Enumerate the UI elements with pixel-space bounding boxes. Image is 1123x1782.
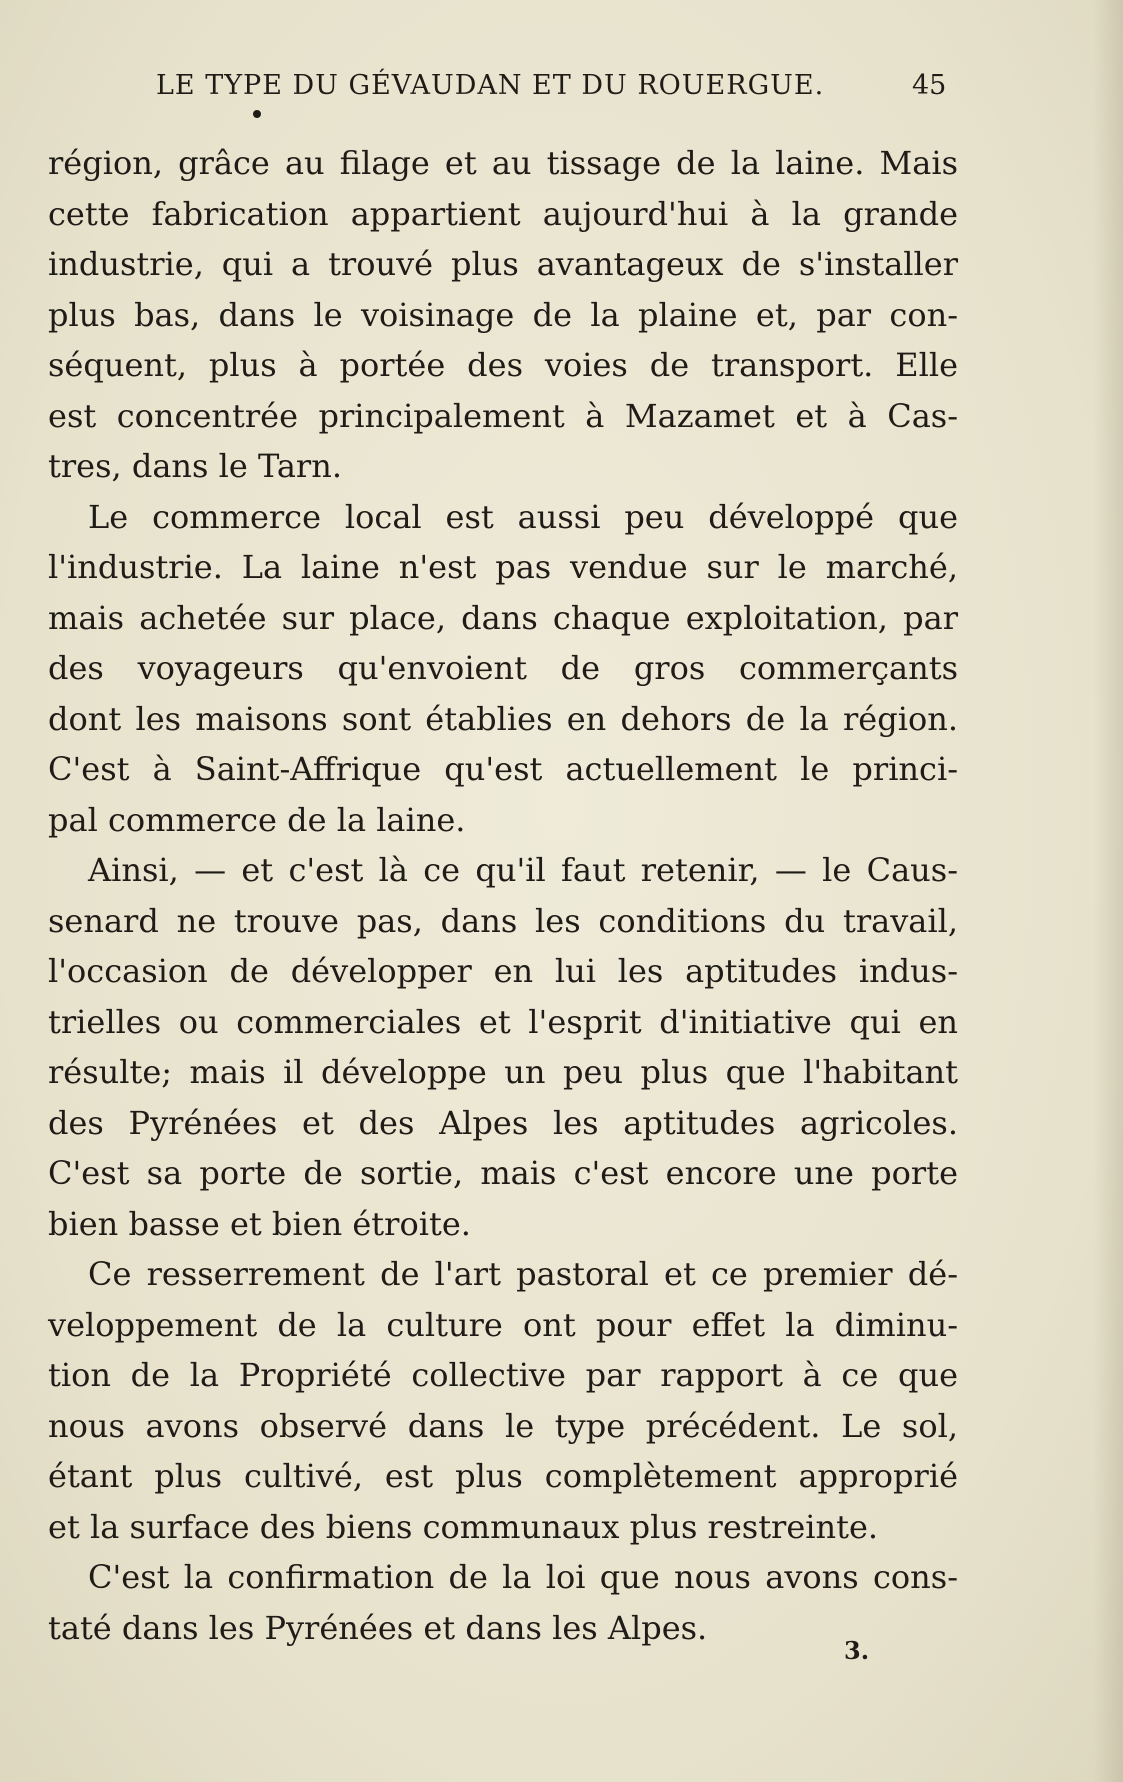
ink-dot [253, 110, 261, 118]
text-line: veloppement de la culture ont pour effet la diminu- [48, 1305, 958, 1344]
text-line: senard ne trouve pas, dans les conditions du travail, [48, 901, 958, 940]
running-title: LE TYPE DU GÉVAUDAN ET DU ROUERGUE. [156, 70, 825, 101]
text-line: cette fabrication appartient aujourd'hui à la grande [48, 194, 958, 233]
text-line: est concentrée principalement à Mazamet et à Cas- [48, 396, 958, 435]
body-text [48, 138, 958, 1653]
text-line: des voyageurs qu'envoient de gros commerçants [48, 649, 958, 687]
page-header [0, 70, 1123, 110]
page-number: 45 [912, 70, 947, 101]
text-line: pal commerce de la laine. [48, 800, 466, 839]
text-line: Ainsi, — et c'est là ce qu'il faut retenir, — le Caus- [88, 851, 958, 889]
signature-mark: 3. [844, 1636, 870, 1665]
text-line: résulte; mais il développe un peu plus que l'habitant [48, 1053, 958, 1091]
text-line: Ce resserrement de l'art pastoral et ce premier dé- [88, 1255, 958, 1293]
text-line: dont les maisons sont établies en dehors de la région. [48, 699, 958, 738]
text-line: Le commerce local est aussi peu développé que [88, 497, 958, 536]
text-line: bien basse et bien étroite. [48, 1204, 471, 1243]
text-line: taté dans les Pyrénées et dans les Alpes. [48, 1608, 708, 1647]
text-line: séquent, plus à portée des voies de transport. Elle [48, 346, 958, 384]
text-line: industrie, qui a trouvé plus avantageux de s'installer [48, 245, 958, 283]
text-line: nous avons observé dans le type précédent. Le sol, [48, 1406, 958, 1445]
text-line: région, grâce au filage et au tissage de la laine. Mais [48, 144, 958, 182]
text-line: trielles ou commerciales et l'esprit d'initiative qui en [48, 1002, 958, 1041]
text-line: tres, dans le Tarn. [48, 447, 342, 485]
text-line: C'est à Saint-Affrique qu'est actuellement le princi- [48, 750, 958, 788]
text-line: étant plus cultivé, est plus complètement approprié [48, 1457, 958, 1495]
text-line: mais achetée sur place, dans chaque exploitation, par [48, 598, 958, 637]
text-line: C'est la confirmation de la loi que nous avons cons- [88, 1558, 958, 1596]
text-line: plus bas, dans le voisinage de la plaine et, par con- [48, 295, 958, 334]
text-line: l'industrie. La laine n'est pas vendue sur le marché, [48, 548, 958, 586]
text-line: des Pyrénées et des Alpes les aptitudes agricoles. [48, 1103, 958, 1142]
text-line: C'est sa porte de sortie, mais c'est encore une porte [48, 1154, 958, 1192]
text-line: et la surface des biens communaux plus restreinte. [48, 1507, 879, 1546]
page-edge-shadow [1093, 0, 1123, 1782]
text-line: tion de la Propriété collective par rapport à ce que [48, 1356, 958, 1394]
text-line: l'occasion de développer en lui les aptitudes indus- [48, 952, 958, 990]
